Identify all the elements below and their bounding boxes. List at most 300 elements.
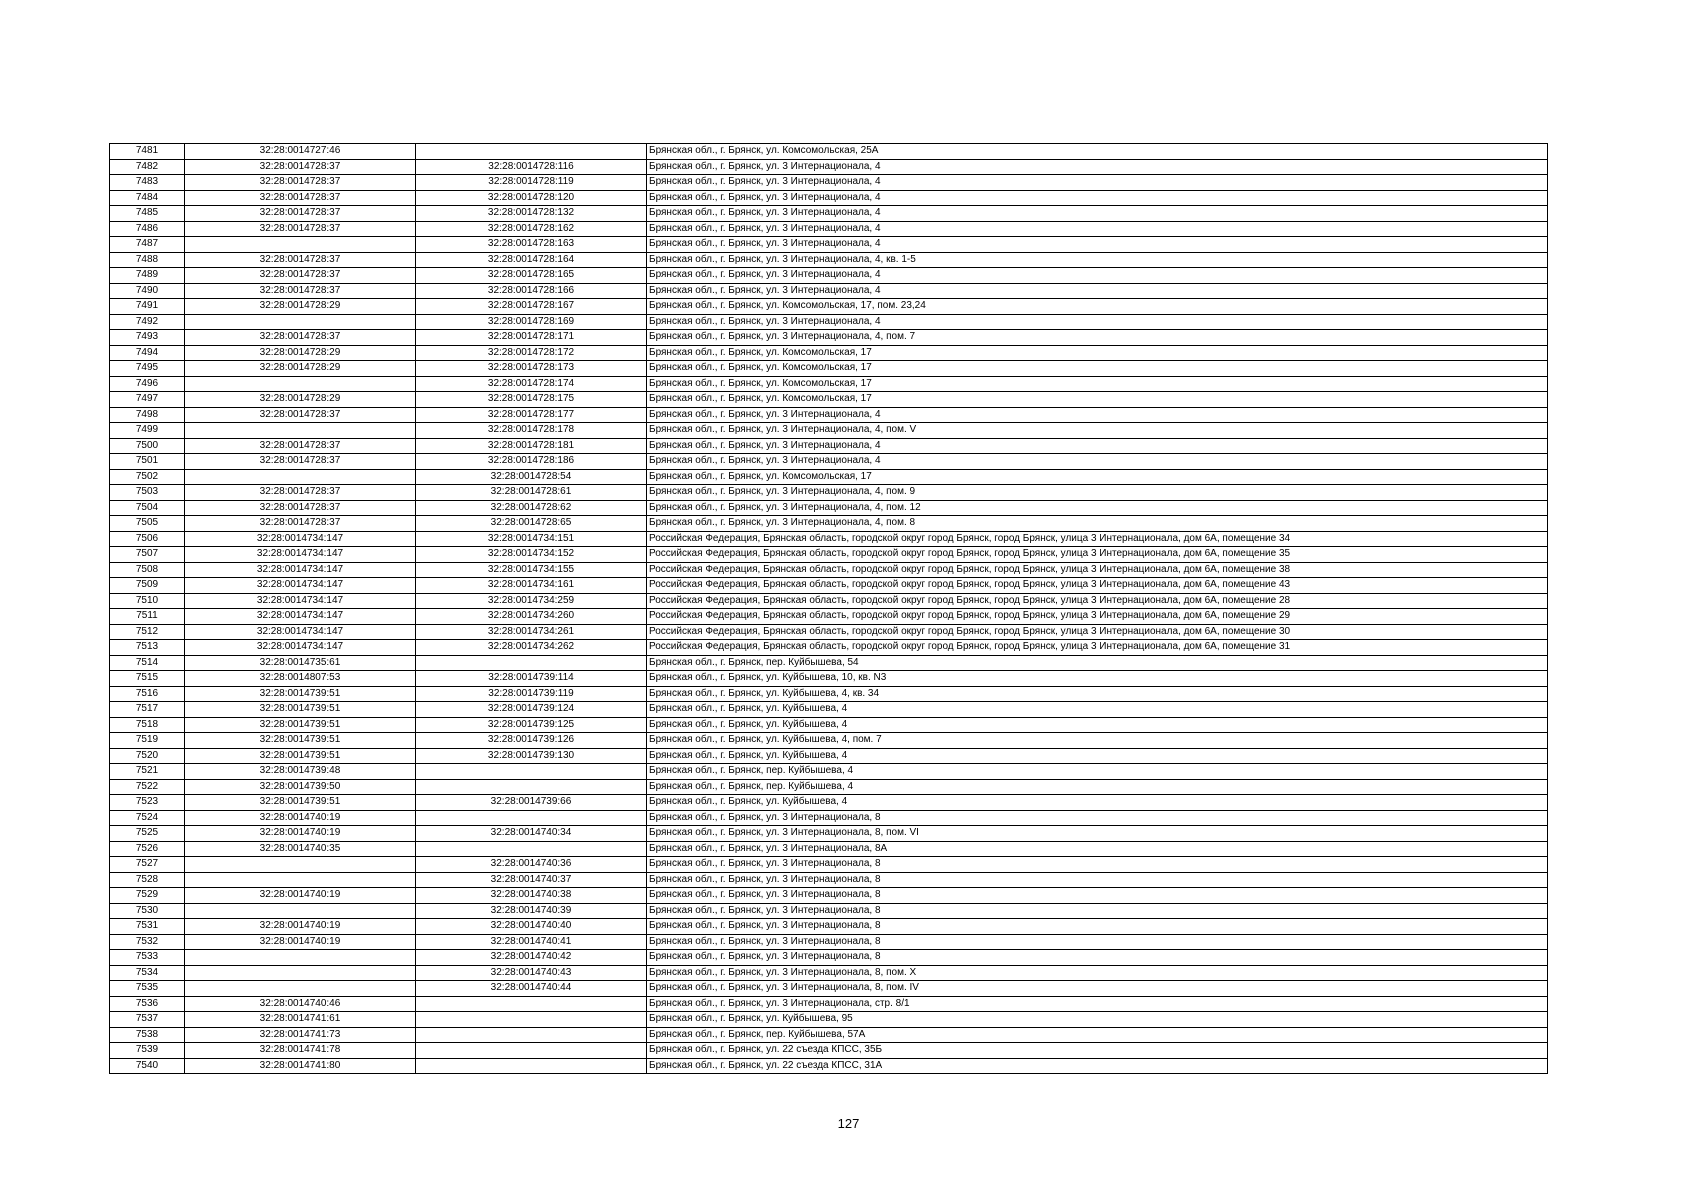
address-cell: Брянская обл., г. Брянск, ул. Куйбышева, 4, кв. 34 — [647, 686, 1548, 702]
table-row — [110, 144, 1548, 160]
table-row — [110, 314, 1548, 330]
table-row — [110, 438, 1548, 454]
parcel-number-cell: 32:28:0014728:37 — [185, 438, 416, 454]
object-number-cell: 32:28:0014728:181 — [416, 438, 647, 454]
parcel-number-cell — [185, 857, 416, 873]
address-cell: Брянская обл., г. Брянск, ул. 3 Интернационала, 8А — [647, 841, 1548, 857]
row-number-cell: 7501 — [110, 454, 185, 470]
parcel-number-cell: 32:28:0014728:37 — [185, 500, 416, 516]
object-number-cell: 32:28:0014728:171 — [416, 330, 647, 346]
object-number-cell: 32:28:0014739:124 — [416, 702, 647, 718]
object-number-cell: 32:28:0014728:175 — [416, 392, 647, 408]
table-row — [110, 252, 1548, 268]
parcel-number-cell: 32:28:0014739:51 — [185, 717, 416, 733]
address-cell: Брянская обл., г. Брянск, ул. 3 Интернационала, 8 — [647, 888, 1548, 904]
object-number-cell: 32:28:0014734:262 — [416, 640, 647, 656]
address-cell: Брянская обл., г. Брянск, ул. 3 Интернационала, 4 — [647, 454, 1548, 470]
table-row — [110, 888, 1548, 904]
row-number-cell: 7514 — [110, 655, 185, 671]
address-cell: Брянская обл., г. Брянск, ул. 3 Интернационала, 4 — [647, 175, 1548, 191]
object-number-cell: 32:28:0014740:44 — [416, 981, 647, 997]
table-row — [110, 345, 1548, 361]
row-number-cell: 7492 — [110, 314, 185, 330]
parcel-number-cell: 32:28:0014741:80 — [185, 1058, 416, 1074]
table-row — [110, 516, 1548, 532]
table-row — [110, 624, 1548, 640]
object-number-cell: 32:28:0014728:174 — [416, 376, 647, 392]
address-cell: Брянская обл., г. Брянск, ул. Комсомольская, 17 — [647, 469, 1548, 485]
parcel-number-cell — [185, 469, 416, 485]
parcel-number-cell: 32:28:0014740:19 — [185, 934, 416, 950]
row-number-cell: 7523 — [110, 795, 185, 811]
page-number: 127 — [837, 1116, 860, 1131]
row-number-cell: 7511 — [110, 609, 185, 625]
object-number-cell: 32:28:0014740:37 — [416, 872, 647, 888]
row-number-cell: 7532 — [110, 934, 185, 950]
table-row — [110, 500, 1548, 516]
parcel-number-cell — [185, 903, 416, 919]
parcel-number-cell: 32:28:0014740:19 — [185, 888, 416, 904]
object-number-cell: 32:28:0014734:151 — [416, 531, 647, 547]
object-number-cell: 32:28:0014740:38 — [416, 888, 647, 904]
object-number-cell: 32:28:0014739:125 — [416, 717, 647, 733]
address-cell: Российская Федерация, Брянская область, городской округ город Брянск, город Брянск, улица 3 Интернационала, дом 6А, помещение 28 — [647, 593, 1548, 609]
address-cell: Брянская обл., г. Брянск, ул. Комсомольская, 17 — [647, 392, 1548, 408]
table-row — [110, 950, 1548, 966]
row-number-cell: 7508 — [110, 562, 185, 578]
object-number-cell: 32:28:0014728:61 — [416, 485, 647, 501]
parcel-number-cell: 32:28:0014734:147 — [185, 531, 416, 547]
row-number-cell: 7498 — [110, 407, 185, 423]
parcel-number-cell: 32:28:0014741:78 — [185, 1043, 416, 1059]
address-cell: Брянская обл., г. Брянск, ул. Комсомольская, 17 — [647, 345, 1548, 361]
object-number-cell: 32:28:0014728:116 — [416, 159, 647, 175]
table-row — [110, 159, 1548, 175]
object-number-cell: 32:28:0014728:169 — [416, 314, 647, 330]
parcel-number-cell: 32:28:0014728:37 — [185, 175, 416, 191]
parcel-number-cell: 32:28:0014740:35 — [185, 841, 416, 857]
row-number-cell: 7486 — [110, 221, 185, 237]
parcel-number-cell: 32:28:0014728:37 — [185, 516, 416, 532]
parcel-number-cell: 32:28:0014740:19 — [185, 826, 416, 842]
table-row — [110, 671, 1548, 687]
row-number-cell: 7497 — [110, 392, 185, 408]
parcel-number-cell — [185, 950, 416, 966]
parcel-number-cell: 32:28:0014728:37 — [185, 190, 416, 206]
table-row — [110, 934, 1548, 950]
parcel-number-cell — [185, 981, 416, 997]
row-number-cell: 7490 — [110, 283, 185, 299]
parcel-number-cell: 32:28:0014740:19 — [185, 810, 416, 826]
table-row — [110, 609, 1548, 625]
address-cell: Брянская обл., г. Брянск, ул. Куйбышева, 95 — [647, 1012, 1548, 1028]
address-cell: Российская Федерация, Брянская область, городской округ город Брянск, город Брянск, улица 3 Интернационала, дом 6А, помещение 38 — [647, 562, 1548, 578]
address-cell: Брянская обл., г. Брянск, ул. Куйбышева, 4 — [647, 748, 1548, 764]
parcel-number-cell: 32:28:0014728:29 — [185, 299, 416, 315]
object-number-cell: 32:28:0014734:259 — [416, 593, 647, 609]
table-row — [110, 423, 1548, 439]
table-row — [110, 593, 1548, 609]
table-row — [110, 702, 1548, 718]
row-number-cell: 7494 — [110, 345, 185, 361]
table-row — [110, 175, 1548, 191]
address-cell: Брянская обл., г. Брянск, ул. Комсомольская, 17 — [647, 361, 1548, 377]
parcel-number-cell: 32:28:0014734:147 — [185, 562, 416, 578]
table-row — [110, 330, 1548, 346]
object-number-cell: 32:28:0014728:178 — [416, 423, 647, 439]
object-number-cell — [416, 1027, 647, 1043]
table-row — [110, 1043, 1548, 1059]
object-number-cell: 32:28:0014728:173 — [416, 361, 647, 377]
row-number-cell: 7540 — [110, 1058, 185, 1074]
parcel-number-cell: 32:28:0014728:37 — [185, 454, 416, 470]
row-number-cell: 7527 — [110, 857, 185, 873]
address-cell: Брянская обл., г. Брянск, ул. 3 Интернационала, 4 — [647, 314, 1548, 330]
row-number-cell: 7537 — [110, 1012, 185, 1028]
object-number-cell: 32:28:0014728:132 — [416, 206, 647, 222]
parcel-number-cell: 32:28:0014741:73 — [185, 1027, 416, 1043]
row-number-cell: 7491 — [110, 299, 185, 315]
parcel-number-cell: 32:28:0014734:147 — [185, 609, 416, 625]
parcel-number-cell: 32:28:0014739:50 — [185, 779, 416, 795]
object-number-cell — [416, 810, 647, 826]
object-number-cell: 32:28:0014739:126 — [416, 733, 647, 749]
table-row — [110, 872, 1548, 888]
row-number-cell: 7482 — [110, 159, 185, 175]
object-number-cell: 32:28:0014728:119 — [416, 175, 647, 191]
address-cell: Брянская обл., г. Брянск, ул. 3 Интернационала, 8 — [647, 950, 1548, 966]
address-cell: Российская Федерация, Брянская область, городской округ город Брянск, город Брянск, улица 3 Интернационала, дом 6А, помещение 30 — [647, 624, 1548, 640]
row-number-cell: 7533 — [110, 950, 185, 966]
object-number-cell: 32:28:0014734:152 — [416, 547, 647, 563]
table-row — [110, 965, 1548, 981]
address-cell: Брянская обл., г. Брянск, ул. 3 Интернационала, 4 — [647, 268, 1548, 284]
row-number-cell: 7528 — [110, 872, 185, 888]
address-cell: Брянская обл., г. Брянск, ул. Комсомольская, 17, пом. 23,24 — [647, 299, 1548, 315]
parcel-number-cell: 32:28:0014740:46 — [185, 996, 416, 1012]
table-row — [110, 206, 1548, 222]
table-row — [110, 469, 1548, 485]
table-row — [110, 562, 1548, 578]
address-cell: Брянская обл., г. Брянск, ул. 3 Интернационала, 8 — [647, 903, 1548, 919]
parcel-number-cell: 32:28:0014739:51 — [185, 702, 416, 718]
row-number-cell: 7515 — [110, 671, 185, 687]
parcel-number-cell: 32:28:0014728:37 — [185, 268, 416, 284]
row-number-cell: 7503 — [110, 485, 185, 501]
parcel-number-cell — [185, 376, 416, 392]
table-row — [110, 841, 1548, 857]
row-number-cell: 7525 — [110, 826, 185, 842]
object-number-cell: 32:28:0014739:119 — [416, 686, 647, 702]
address-cell: Брянская обл., г. Брянск, ул. 3 Интернационала, 4 — [647, 237, 1548, 253]
table-row — [110, 376, 1548, 392]
address-cell: Брянская обл., г. Брянск, ул. 3 Интернационала, 8 — [647, 810, 1548, 826]
parcel-number-cell: 32:28:0014734:147 — [185, 593, 416, 609]
row-number-cell: 7510 — [110, 593, 185, 609]
object-number-cell: 32:28:0014740:39 — [416, 903, 647, 919]
row-number-cell: 7518 — [110, 717, 185, 733]
object-number-cell: 32:28:0014734:261 — [416, 624, 647, 640]
table-row — [110, 237, 1548, 253]
parcel-number-cell: 32:28:0014728:29 — [185, 361, 416, 377]
object-number-cell: 32:28:0014728:177 — [416, 407, 647, 423]
row-number-cell: 7489 — [110, 268, 185, 284]
row-number-cell: 7493 — [110, 330, 185, 346]
row-number-cell: 7500 — [110, 438, 185, 454]
table-row — [110, 485, 1548, 501]
parcel-number-cell: 32:28:0014728:37 — [185, 330, 416, 346]
row-number-cell: 7506 — [110, 531, 185, 547]
parcel-number-cell: 32:28:0014728:29 — [185, 345, 416, 361]
object-number-cell: 32:28:0014728:162 — [416, 221, 647, 237]
address-cell: Брянская обл., г. Брянск, ул. Куйбышева, 4 — [647, 702, 1548, 718]
table-row — [110, 686, 1548, 702]
table-row — [110, 578, 1548, 594]
row-number-cell: 7504 — [110, 500, 185, 516]
parcel-number-cell: 32:28:0014728:29 — [185, 392, 416, 408]
object-number-cell: 32:28:0014740:36 — [416, 857, 647, 873]
address-cell: Брянская обл., г. Брянск, пер. Куйбышева, 4 — [647, 764, 1548, 780]
parcel-number-cell: 32:28:0014734:147 — [185, 640, 416, 656]
parcel-number-cell: 32:28:0014728:37 — [185, 221, 416, 237]
object-number-cell — [416, 779, 647, 795]
row-number-cell: 7513 — [110, 640, 185, 656]
address-cell: Брянская обл., г. Брянск, ул. 3 Интернационала, 4 — [647, 221, 1548, 237]
table-body — [110, 144, 1548, 1074]
table-row — [110, 361, 1548, 377]
object-number-cell: 32:28:0014728:65 — [416, 516, 647, 532]
row-number-cell: 7538 — [110, 1027, 185, 1043]
object-number-cell — [416, 655, 647, 671]
table-row — [110, 795, 1548, 811]
object-number-cell: 32:28:0014728:163 — [416, 237, 647, 253]
object-number-cell: 32:28:0014740:43 — [416, 965, 647, 981]
row-number-cell: 7509 — [110, 578, 185, 594]
parcel-number-cell: 32:28:0014735:61 — [185, 655, 416, 671]
parcel-number-cell — [185, 314, 416, 330]
parcel-number-cell: 32:28:0014734:147 — [185, 547, 416, 563]
row-number-cell: 7522 — [110, 779, 185, 795]
parcel-number-cell: 32:28:0014734:147 — [185, 624, 416, 640]
table-row — [110, 407, 1548, 423]
object-number-cell — [416, 1058, 647, 1074]
parcel-number-cell: 32:28:0014739:51 — [185, 795, 416, 811]
object-number-cell: 32:28:0014740:42 — [416, 950, 647, 966]
object-number-cell — [416, 1012, 647, 1028]
table-row — [110, 764, 1548, 780]
parcel-number-cell: 32:28:0014740:19 — [185, 919, 416, 935]
table-row — [110, 268, 1548, 284]
row-number-cell: 7529 — [110, 888, 185, 904]
table-row — [110, 981, 1548, 997]
address-cell: Брянская обл., г. Брянск, ул. 3 Интернационала, 4, пом. 9 — [647, 485, 1548, 501]
object-number-cell: 32:28:0014734:161 — [416, 578, 647, 594]
row-number-cell: 7488 — [110, 252, 185, 268]
parcel-number-cell: 32:28:0014728:37 — [185, 407, 416, 423]
address-cell: Брянская обл., г. Брянск, ул. 3 Интернационала, 8, пом. VI — [647, 826, 1548, 842]
table-row — [110, 283, 1548, 299]
object-number-cell: 32:28:0014728:172 — [416, 345, 647, 361]
address-cell: Брянская обл., г. Брянск, ул. 3 Интернационала, стр. 8/1 — [647, 996, 1548, 1012]
parcel-number-cell — [185, 423, 416, 439]
address-cell: Брянская обл., г. Брянск, пер. Куйбышева, 54 — [647, 655, 1548, 671]
parcel-number-cell: 32:28:0014807:53 — [185, 671, 416, 687]
object-number-cell — [416, 841, 647, 857]
object-number-cell: 32:28:0014728:120 — [416, 190, 647, 206]
address-cell: Брянская обл., г. Брянск, ул. 3 Интернационала, 4, пом. 8 — [647, 516, 1548, 532]
parcel-number-cell — [185, 872, 416, 888]
table-row — [110, 547, 1548, 563]
object-number-cell — [416, 996, 647, 1012]
address-cell: Брянская обл., г. Брянск, ул. 3 Интернационала, 4, кв. 1-5 — [647, 252, 1548, 268]
object-number-cell: 32:28:0014728:164 — [416, 252, 647, 268]
parcel-number-cell — [185, 965, 416, 981]
table-row — [110, 1058, 1548, 1074]
parcel-number-cell: 32:28:0014728:37 — [185, 283, 416, 299]
cadastral-table — [109, 143, 1548, 1074]
row-number-cell: 7499 — [110, 423, 185, 439]
address-cell: Брянская обл., г. Брянск, ул. Куйбышева, 10, кв. N3 — [647, 671, 1548, 687]
row-number-cell: 7517 — [110, 702, 185, 718]
table-row — [110, 655, 1548, 671]
address-cell: Брянская обл., г. Брянск, ул. 3 Интернационала, 4 — [647, 206, 1548, 222]
row-number-cell: 7483 — [110, 175, 185, 191]
object-number-cell — [416, 764, 647, 780]
object-number-cell: 32:28:0014728:167 — [416, 299, 647, 315]
object-number-cell: 32:28:0014739:130 — [416, 748, 647, 764]
row-number-cell: 7512 — [110, 624, 185, 640]
address-cell: Брянская обл., г. Брянск, ул. Куйбышева, 4, пом. 7 — [647, 733, 1548, 749]
address-cell: Российская Федерация, Брянская область, городской округ город Брянск, город Брянск, улица 3 Интернационала, дом 6А, помещение 31 — [647, 640, 1548, 656]
row-number-cell: 7536 — [110, 996, 185, 1012]
address-cell: Брянская обл., г. Брянск, ул. 3 Интернационала, 8, пом. X — [647, 965, 1548, 981]
address-cell: Брянская обл., г. Брянск, ул. 3 Интернационала, 4, пом. 7 — [647, 330, 1548, 346]
address-cell: Брянская обл., г. Брянск, ул. 3 Интернационала, 8 — [647, 919, 1548, 935]
table-row — [110, 717, 1548, 733]
object-number-cell: 32:28:0014739:114 — [416, 671, 647, 687]
parcel-number-cell: 32:28:0014739:48 — [185, 764, 416, 780]
address-cell: Российская Федерация, Брянская область, городской округ город Брянск, город Брянск, улица 3 Интернационала, дом 6А, помещение 35 — [647, 547, 1548, 563]
table-row — [110, 919, 1548, 935]
parcel-number-cell: 32:28:0014734:147 — [185, 578, 416, 594]
parcel-number-cell: 32:28:0014727:46 — [185, 144, 416, 160]
row-number-cell: 7531 — [110, 919, 185, 935]
address-cell: Брянская обл., г. Брянск, ул. 3 Интернационала, 4, пом. V — [647, 423, 1548, 439]
address-cell: Брянская обл., г. Брянск, ул. Куйбышева, 4 — [647, 717, 1548, 733]
address-cell: Брянская обл., г. Брянск, ул. Комсомольская, 25А — [647, 144, 1548, 160]
table-row — [110, 640, 1548, 656]
address-cell: Брянская обл., г. Брянск, ул. 3 Интернационала, 4 — [647, 438, 1548, 454]
table-row — [110, 779, 1548, 795]
object-number-cell — [416, 144, 647, 160]
table-row — [110, 1012, 1548, 1028]
address-cell: Брянская обл., г. Брянск, ул. 3 Интернационала, 8 — [647, 872, 1548, 888]
address-cell: Российская Федерация, Брянская область, городской округ город Брянск, город Брянск, улица 3 Интернационала, дом 6А, помещение 29 — [647, 609, 1548, 625]
object-number-cell: 32:28:0014740:40 — [416, 919, 647, 935]
parcel-number-cell: 32:28:0014728:37 — [185, 159, 416, 175]
object-number-cell: 32:28:0014728:166 — [416, 283, 647, 299]
address-cell: Брянская обл., г. Брянск, ул. 3 Интернационала, 8 — [647, 934, 1548, 950]
address-cell: Брянская обл., г. Брянск, ул. 22 съезда КПСС, 31А — [647, 1058, 1548, 1074]
row-number-cell: 7526 — [110, 841, 185, 857]
row-number-cell: 7539 — [110, 1043, 185, 1059]
object-number-cell: 32:28:0014728:54 — [416, 469, 647, 485]
table-row — [110, 996, 1548, 1012]
table-row — [110, 221, 1548, 237]
address-cell: Брянская обл., г. Брянск, пер. Куйбышева, 57А — [647, 1027, 1548, 1043]
row-number-cell: 7481 — [110, 144, 185, 160]
object-number-cell: 32:28:0014740:41 — [416, 934, 647, 950]
row-number-cell: 7495 — [110, 361, 185, 377]
parcel-number-cell: 32:28:0014739:51 — [185, 733, 416, 749]
parcel-number-cell: 32:28:0014739:51 — [185, 686, 416, 702]
row-number-cell: 7487 — [110, 237, 185, 253]
object-number-cell: 32:28:0014728:186 — [416, 454, 647, 470]
address-cell: Брянская обл., г. Брянск, ул. 3 Интернационала, 8, пом. IV — [647, 981, 1548, 997]
table-row — [110, 531, 1548, 547]
address-cell: Брянская обл., г. Брянск, ул. 3 Интернационала, 8 — [647, 857, 1548, 873]
address-cell: Российская Федерация, Брянская область, городской округ город Брянск, город Брянск, улица 3 Интернационала, дом 6А, помещение 34 — [647, 531, 1548, 547]
row-number-cell: 7516 — [110, 686, 185, 702]
address-cell: Российская Федерация, Брянская область, городской округ город Брянск, город Брянск, улица 3 Интернационала, дом 6А, помещение 43 — [647, 578, 1548, 594]
row-number-cell: 7524 — [110, 810, 185, 826]
row-number-cell: 7505 — [110, 516, 185, 532]
table-row — [110, 1027, 1548, 1043]
row-number-cell: 7535 — [110, 981, 185, 997]
row-number-cell: 7484 — [110, 190, 185, 206]
row-number-cell: 7520 — [110, 748, 185, 764]
table-row — [110, 299, 1548, 315]
row-number-cell: 7507 — [110, 547, 185, 563]
address-cell: Брянская обл., г. Брянск, ул. Комсомольская, 17 — [647, 376, 1548, 392]
object-number-cell: 32:28:0014740:34 — [416, 826, 647, 842]
object-number-cell: 32:28:0014728:165 — [416, 268, 647, 284]
parcel-number-cell: 32:28:0014741:61 — [185, 1012, 416, 1028]
address-cell: Брянская обл., г. Брянск, ул. Куйбышева, 4 — [647, 795, 1548, 811]
table-row — [110, 857, 1548, 873]
table-row — [110, 748, 1548, 764]
row-number-cell: 7530 — [110, 903, 185, 919]
table-row — [110, 733, 1548, 749]
parcel-number-cell: 32:28:0014728:37 — [185, 252, 416, 268]
address-cell: Брянская обл., г. Брянск, ул. 22 съезда КПСС, 35Б — [647, 1043, 1548, 1059]
address-cell: Брянская обл., г. Брянск, ул. 3 Интернационала, 4 — [647, 159, 1548, 175]
object-number-cell: 32:28:0014728:62 — [416, 500, 647, 516]
table-row — [110, 903, 1548, 919]
address-cell: Брянская обл., г. Брянск, пер. Куйбышева, 4 — [647, 779, 1548, 795]
row-number-cell: 7496 — [110, 376, 185, 392]
parcel-number-cell: 32:28:0014739:51 — [185, 748, 416, 764]
parcel-number-cell: 32:28:0014728:37 — [185, 206, 416, 222]
address-cell: Брянская обл., г. Брянск, ул. 3 Интернационала, 4 — [647, 407, 1548, 423]
address-cell: Брянская обл., г. Брянск, ул. 3 Интернационала, 4, пом. 12 — [647, 500, 1548, 516]
row-number-cell: 7519 — [110, 733, 185, 749]
object-number-cell — [416, 1043, 647, 1059]
table-row — [110, 810, 1548, 826]
address-cell: Брянская обл., г. Брянск, ул. 3 Интернационала, 4 — [647, 190, 1548, 206]
table-row — [110, 454, 1548, 470]
row-number-cell: 7485 — [110, 206, 185, 222]
parcel-number-cell — [185, 237, 416, 253]
table-row — [110, 392, 1548, 408]
table-row — [110, 190, 1548, 206]
address-cell: Брянская обл., г. Брянск, ул. 3 Интернационала, 4 — [647, 283, 1548, 299]
row-number-cell: 7521 — [110, 764, 185, 780]
row-number-cell: 7534 — [110, 965, 185, 981]
object-number-cell: 32:28:0014739:66 — [416, 795, 647, 811]
parcel-number-cell: 32:28:0014728:37 — [185, 485, 416, 501]
table-row — [110, 826, 1548, 842]
